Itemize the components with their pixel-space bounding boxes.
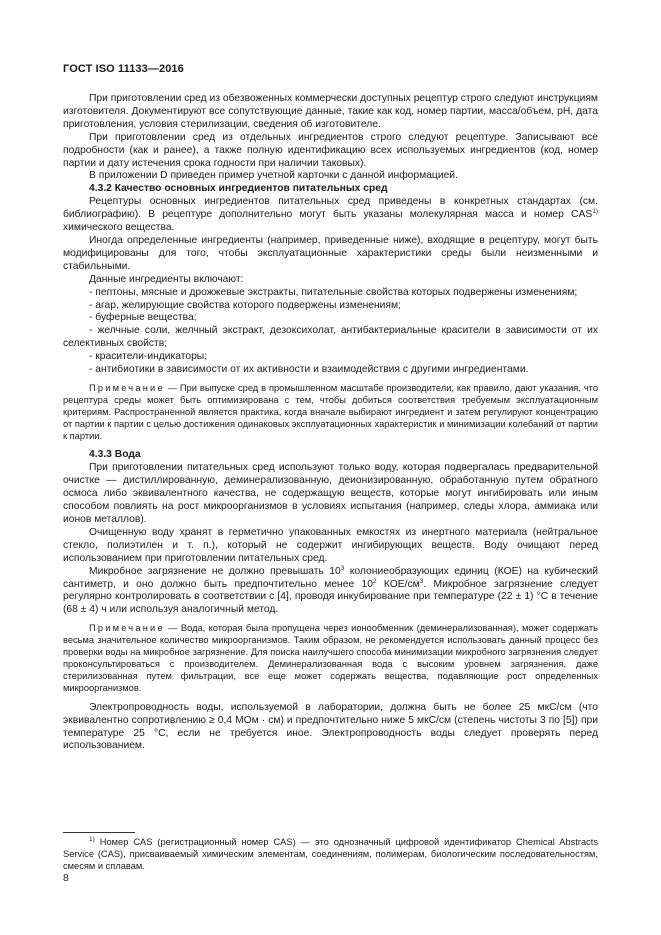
superscript: 3: [340, 564, 345, 572]
paragraph: Электропроводность воды, используемой в лаборатории, должна быть не более 25 мкС/см (что эквивалентно сопротивлению ≥ 0,4 МОм · см) и предпочтительно ниже 5 мкС/см (степень чистоты 3 по [5]) при температуре 25 °С, если не требуется иное. Электропроводность воды следует проверять перед использованием.: [63, 701, 598, 752]
paragraph: [63, 566, 598, 618]
paragraph: При приготовлении питательных сред используют только воду, которая подвергалась предварительной очистке — дистиллированную, деминерализованную, деионизированную, обработанную путем обратного осмоса либо эквивалентного качества, не содержащую веществ, которые могут ингибировать или иным способом повлиять на рост микроорганизмов в условиях испытания (например, следы хлора, аммиака или ионов металлов).: [63, 462, 598, 525]
footnote-divider: [63, 832, 135, 833]
text-run: Микробное загрязнение не должно превышать 10: [89, 565, 341, 577]
section-heading-4-3-2: 4.3.2 Качество основных ингредиентов питательных сред: [89, 183, 388, 195]
list-item: - агар, желирующие свойства которого подвержены изменениям;: [89, 299, 401, 311]
paragraph: Очищенную воду хранят в герметично упакованных емкостях из инертного материала (нейтральное стекло, полиэтилен и т. п.), который не содержит ингибирующих веществ. Воду очищают перед использованием при приготовлении питательных сред.: [63, 526, 598, 564]
superscript: 3: [419, 577, 424, 585]
main-content: [63, 93, 598, 753]
note-text: — При выпуске сред в промышленном масштабе производители, как правило, дают указания, что рецептура среды может быть оптимизирована с тем, чтобы добиться соответствия требуемым эксплуатационным критериям. Распространенной является практика, когда вначале выбирают ингредиент и затем регулируют концентрацию от партии к партии с целью достижения одинаковых эксплуатационных характеристик и минимизации колебаний от партии к партии.: [63, 382, 598, 441]
list-item: - красители-индикаторы;: [89, 351, 208, 363]
text-run: . Микробное загрязнение следует регулярно контролировать в соответствии с [4], проводя инкубирование при температуре (22 ± 1) °С в течение (68 ± 4) ч или используя аналогичный метод.: [63, 578, 598, 616]
list-item: - антибиотики в зависимости от их активности и взаимодействия с другими ингредиентами.: [89, 364, 529, 376]
note-label: Примечание: [89, 623, 165, 634]
text-run: колониеобразующих единиц (КОЕ) на кубический сантиметр, и оно должно быть предпочтительно менее 10: [63, 565, 598, 590]
paragraph: При приготовлении сред из отдельных ингредиентов строго следуют рецептуре. Записывают все подробности (как и ранее), а также полную идентификацию всех используемых ингредиентов (код, номер партии и дату истечения срока годности при наличии таковых).: [63, 131, 598, 169]
note-label: Примечание: [89, 382, 165, 393]
note: [63, 383, 598, 443]
paragraph: В приложении D приведен пример учетной карточки с данной информацией.: [89, 170, 458, 182]
text-run: химического вещества.: [63, 222, 175, 234]
text-run: КОЕ/см: [376, 578, 420, 590]
paragraph: [63, 196, 598, 235]
list-item: - буферные вещества;: [89, 312, 197, 324]
list-item: - пептоны, мясные и дрожжевые экстракты, питательные свойства которых подвержены изменениям;: [89, 286, 578, 298]
list-item: - желчные соли, желчный экстракт, дезоксихолат, антибактериальные красители в зависимости от их селективных свойств;: [63, 325, 598, 350]
superscript: 2: [372, 577, 377, 585]
paragraph: Иногда определенные ингредиенты (например, приведенные ниже), входящие в рецептуру, могут быть модифицированы для того, чтобы эксплуатационные характеристики среды были неизменными и стабильными.: [63, 234, 598, 272]
paragraph: При приготовлении сред из обезвоженных коммерчески доступных рецептур строго следуют инструкциям изготовителя. Документируют все сопутствующие данные, такие как код, номер партии, масса/объем, pH, дата приготовления, условия стерилизации, сведения об изготовителе.: [63, 93, 598, 130]
note-text: — Вода, которая была пропущена через ионообменник (деминерализованная), может содержать весьма значительное количество микроорганизмов. Таким образом, не рекомендуется использовать данный процесс без проверки воды на микробное загрязнение. Для поиска наилучшего способа минимизации микробного загрязнения следует проконсультироваться с производителем. Деминерализованная вода с высоким уровнем загрязнения, даже стерилизованная путем фильтрации, все еще может содержать вещества, подавляющие рост определенных микроорганизмов.: [63, 623, 598, 693]
standard-designation: ГОСТ ISO 11133—2016: [63, 63, 184, 75]
text-run: Рецептуры основных ингредиентов питательных сред приведены в конкретных стандартах (см. библиографию). В рецептуре дополнительно могут быть указаны молекулярная масса и номер CAS: [63, 196, 598, 221]
footnote-mark: 1): [89, 836, 95, 843]
note: [63, 623, 598, 694]
paragraph: Данные ингредиенты включают:: [89, 273, 244, 285]
footnote: [63, 837, 598, 873]
section-heading-4-3-3: 4.3.3 Вода: [89, 449, 141, 461]
footnote-text: Номер CAS (регистрационный номер CAS) — это однозначный цифровой идентификатор Chemical Abstracts Service (CAS), присваиваемый химическим элементам, соединениям, полимерам, биологическим последовательностям, смесям и сплавам.: [63, 837, 598, 871]
page-number: 8: [63, 873, 69, 884]
footnote-reference: 1): [592, 208, 598, 216]
